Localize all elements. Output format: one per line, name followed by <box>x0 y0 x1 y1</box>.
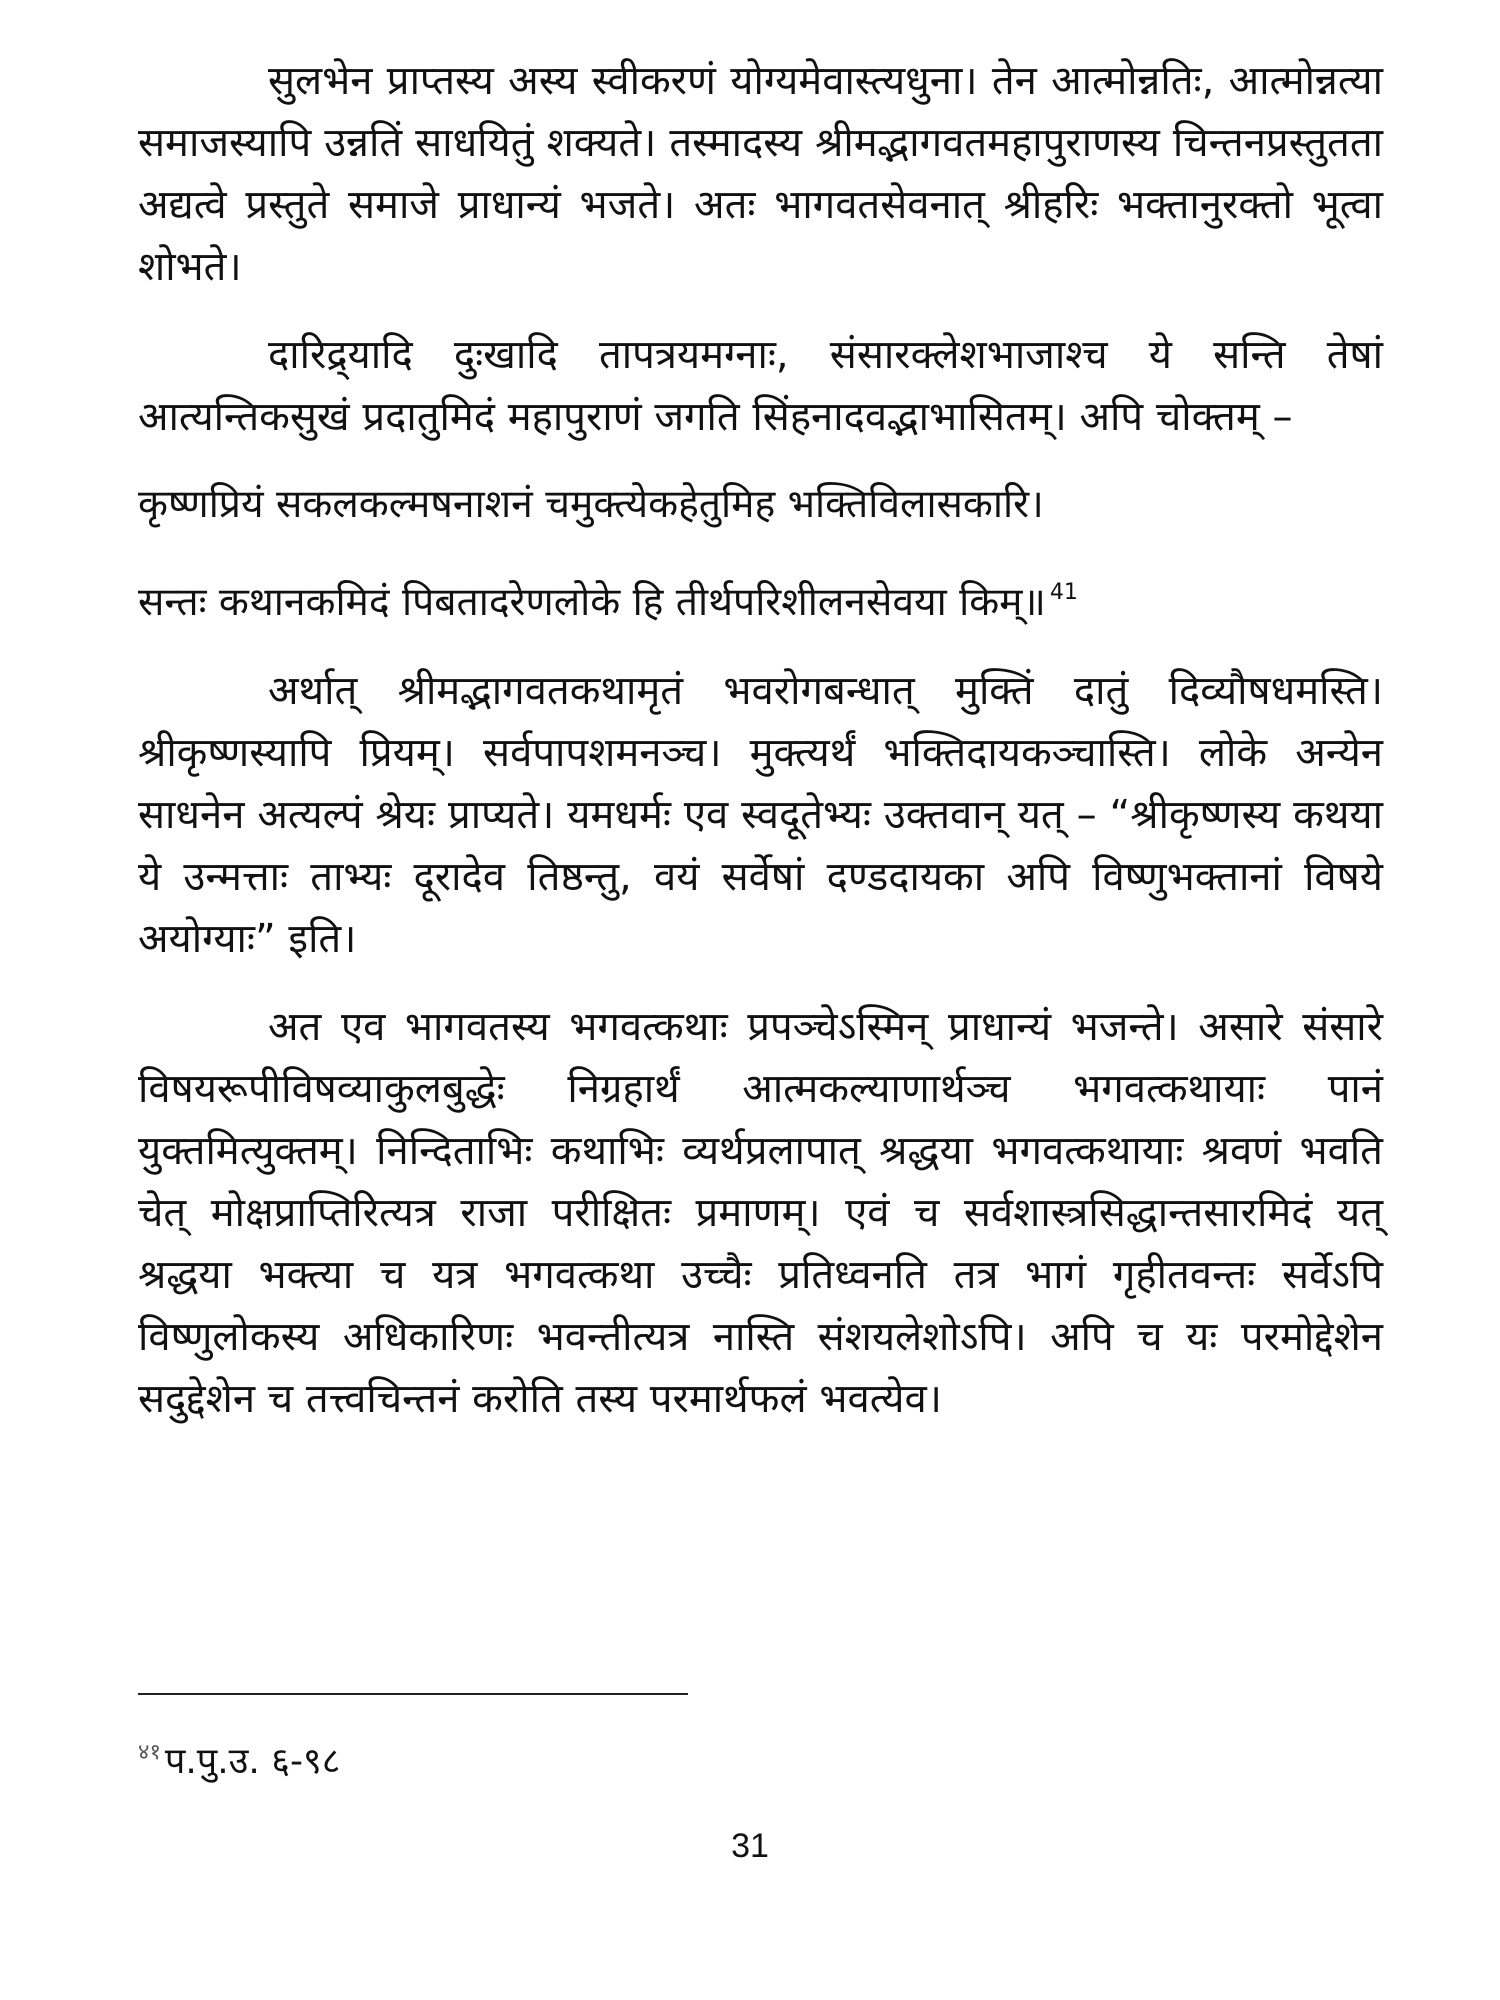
paragraph-2: दारिद्र्यादि दुःखादि तापत्रयमग्नाः, संसारक्लेशभाजाश्च ये सन्ति तेषां आत्यन्तिकसुखं प्रदातुमिदं महापुराणं जगति सिंहनादवद्भाभासितम्। अपि चोक्तम् – <box>138 332 1383 440</box>
verse-line-2 <box>138 562 1383 634</box>
footnote-marker: ४१ <box>138 1740 161 1765</box>
verse-line-2-text: सन्तः कथानकमिदं पिबतादरेणलोके हि तीर्थपरिशीलनसेवया किम्॥ <box>138 580 1046 625</box>
paragraph-4: अत एव भागवतस्य भगवत्कथाः प्रपञ्चेऽस्मिन् प्राधान्यं भजन्ते। असारे संसारे विषयरूपीविषव्याकुलबुद्धेः निग्रहार्थं आत्मकल्याणार्थञ्च भगवत्कथायाः पानं युक्तमित्युक्तम्। निन्दिताभिः कथाभिः व्यर्थप्रलापात् श्रद्धया भगवत्कथायाः श्रवणं भवति चेत् मोक्षप्राप्तिरित्यत्र राजा परीक्षितः प्रमाणम्। एवं च सर्वशास्त्रसिद्धान्तसारमिदं यत् श्रद्धया भक्त्या च यत्र भगवत्कथा उच्चैः प्रतिध्वनति तत्र भागं गृहीतवन्तः सर्वेऽपि विष्णुलोकस्य अधिकारिणः भवन्तीत्यत्र नास्ति संशयलेशोऽपि। अपि च यः परमोद्देशेन सदुद्देशेन च तत्त्वचिन्तनं करोति तस्य परमार्थफलं भवत्येव। <box>138 1004 1383 1422</box>
footnote-divider <box>138 1693 688 1695</box>
paragraph-1: सुलभेन प्राप्तस्य अस्य स्वीकरणं योग्यमेवास्त्यधुना। तेन आत्मोन्नतिः, आत्मोन्नत्या समाजस्यापि उन्नतिं साधयितुं शक्यते। तस्मादस्य श्रीमद्भागवतमहापुराणस्य चिन्तनप्रस्तुतता अद्यत्वे प्रस्तुते समाजे प्राधान्यं भजते। अतः भागवतसेवनात् श्रीहरिः भक्तानुरक्तो भूत्वा शोभते। <box>138 58 1383 290</box>
footnote-text: प.पु.उ. ६-९८ <box>164 1741 341 1782</box>
paragraph-3: अर्थात् श्रीमद्भागवतकथामृतं भवरोगबन्धात् मुक्तिं दातुं दिव्यौषधमस्ति। श्रीकृष्णस्यापि प्रियम्। सर्वपापशमनञ्च। मुक्त्यर्थं भक्तिदायकञ्चास्ति। लोके अन्येन साधनेन अत्यल्पं श्रेयः प्राप्यते। यमधर्मः एव स्वदूतेभ्यः उक्तवान् यत् – “श्रीकृष्णस्य कथया ये उन्मत्ताः ताभ्यः दूरादेव तिष्ठन्तु, वयं सर्वेषां दण्डदायका अपि विष्णुभक्तानां विषये अयोग्याः” इति। <box>138 668 1383 962</box>
footnote <box>138 1730 340 1785</box>
verse-line-1: कृष्णप्रियं सकलकल्मषनाशनं चमुक्त्येकहेतुमिह भक्तिविलासकारि। <box>138 482 1044 527</box>
body-text <box>138 50 1383 1456</box>
footnote-reference[interactable]: 41 <box>1049 580 1078 605</box>
page-number: 31 <box>731 1827 769 1865</box>
